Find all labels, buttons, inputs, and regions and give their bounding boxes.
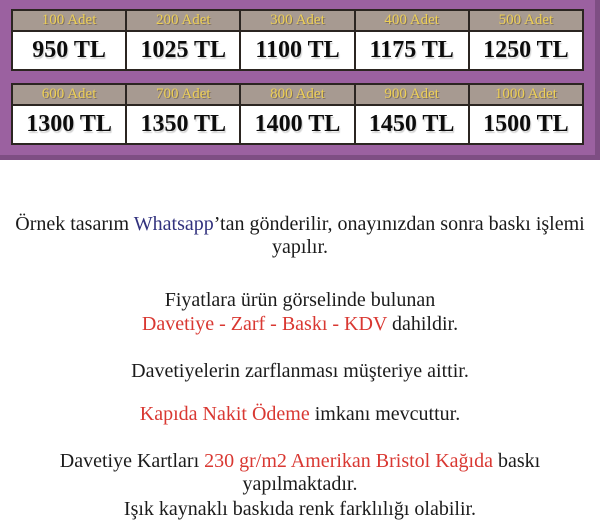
price-cell: 950 TL [12, 31, 126, 70]
quantity-header-cell: 600 Adet [12, 84, 126, 105]
note-segment-red: Davetiye - Zarf - Baskı - KDV [141, 313, 387, 335]
note-segment-black: baskı yapılmaktadır. [242, 450, 541, 495]
quantity-header-cell: 900 Adet [355, 84, 469, 105]
price-cell: 1250 TL [469, 31, 583, 70]
quantity-header-cell: 500 Adet [469, 10, 583, 31]
quantity-header-cell: 800 Adet [240, 84, 354, 105]
quantity-header-cell: 700 Adet [126, 84, 240, 105]
note-price-includes-line2 [0, 313, 600, 336]
note-enveloping [0, 360, 600, 383]
price-cell: 1300 TL [12, 105, 126, 144]
note-paper-line1 [0, 450, 600, 496]
price-table-1 [11, 9, 584, 71]
note-price-includes-line1 [0, 289, 600, 312]
price-cell: 1100 TL [240, 31, 354, 70]
note-segment-black: Örnek tasarım [15, 213, 134, 235]
note-segment-red: 230 gr/m2 Amerikan Bristol Kağıda [204, 450, 493, 472]
note-segment-red: Kapıda Nakit Ödeme [139, 403, 310, 425]
note-cash-on-delivery [0, 403, 600, 426]
note-segment-black: Fiyatlara ürün görselinde bulunan [164, 289, 436, 311]
quantity-header-cell: 100 Adet [12, 10, 126, 31]
note-segment-black: dahildir. [387, 313, 459, 335]
note-segment-navy: Whatsapp [133, 213, 214, 235]
price-table-2 [11, 83, 584, 145]
price-cell: 1500 TL [469, 105, 583, 144]
quantity-header-cell: 1000 Adet [469, 84, 583, 105]
quantity-header-cell: 400 Adet [355, 10, 469, 31]
note-segment-black: Davetiye Kartları [59, 450, 205, 472]
price-row [12, 105, 583, 144]
price-cell: 1400 TL [240, 105, 354, 144]
note-paper-line2 [0, 498, 600, 521]
quantity-header-row [12, 84, 583, 105]
price-cell: 1025 TL [126, 31, 240, 70]
notes-section [0, 213, 600, 521]
price-cell: 1450 TL [355, 105, 469, 144]
note-segment-black: ’tan gönderilir, onayınızdan sonra baskı işlemi yapılır. [213, 213, 585, 258]
price-panel [0, 0, 600, 160]
price-row [12, 31, 583, 70]
note-segment-black: imkanı mevcuttur. [309, 403, 461, 425]
quantity-header-cell: 200 Adet [126, 10, 240, 31]
quantity-header-cell: 300 Adet [240, 10, 354, 31]
price-cell: 1175 TL [355, 31, 469, 70]
quantity-header-row [12, 10, 583, 31]
price-cell: 1350 TL [126, 105, 240, 144]
note-segment-black: Davetiyelerin zarflanması müşteriye aittir. [131, 360, 469, 382]
note-segment-black: Işık kaynaklı baskıda renk farklılığı olabilir. [123, 498, 477, 520]
note-sample-design [0, 213, 600, 259]
